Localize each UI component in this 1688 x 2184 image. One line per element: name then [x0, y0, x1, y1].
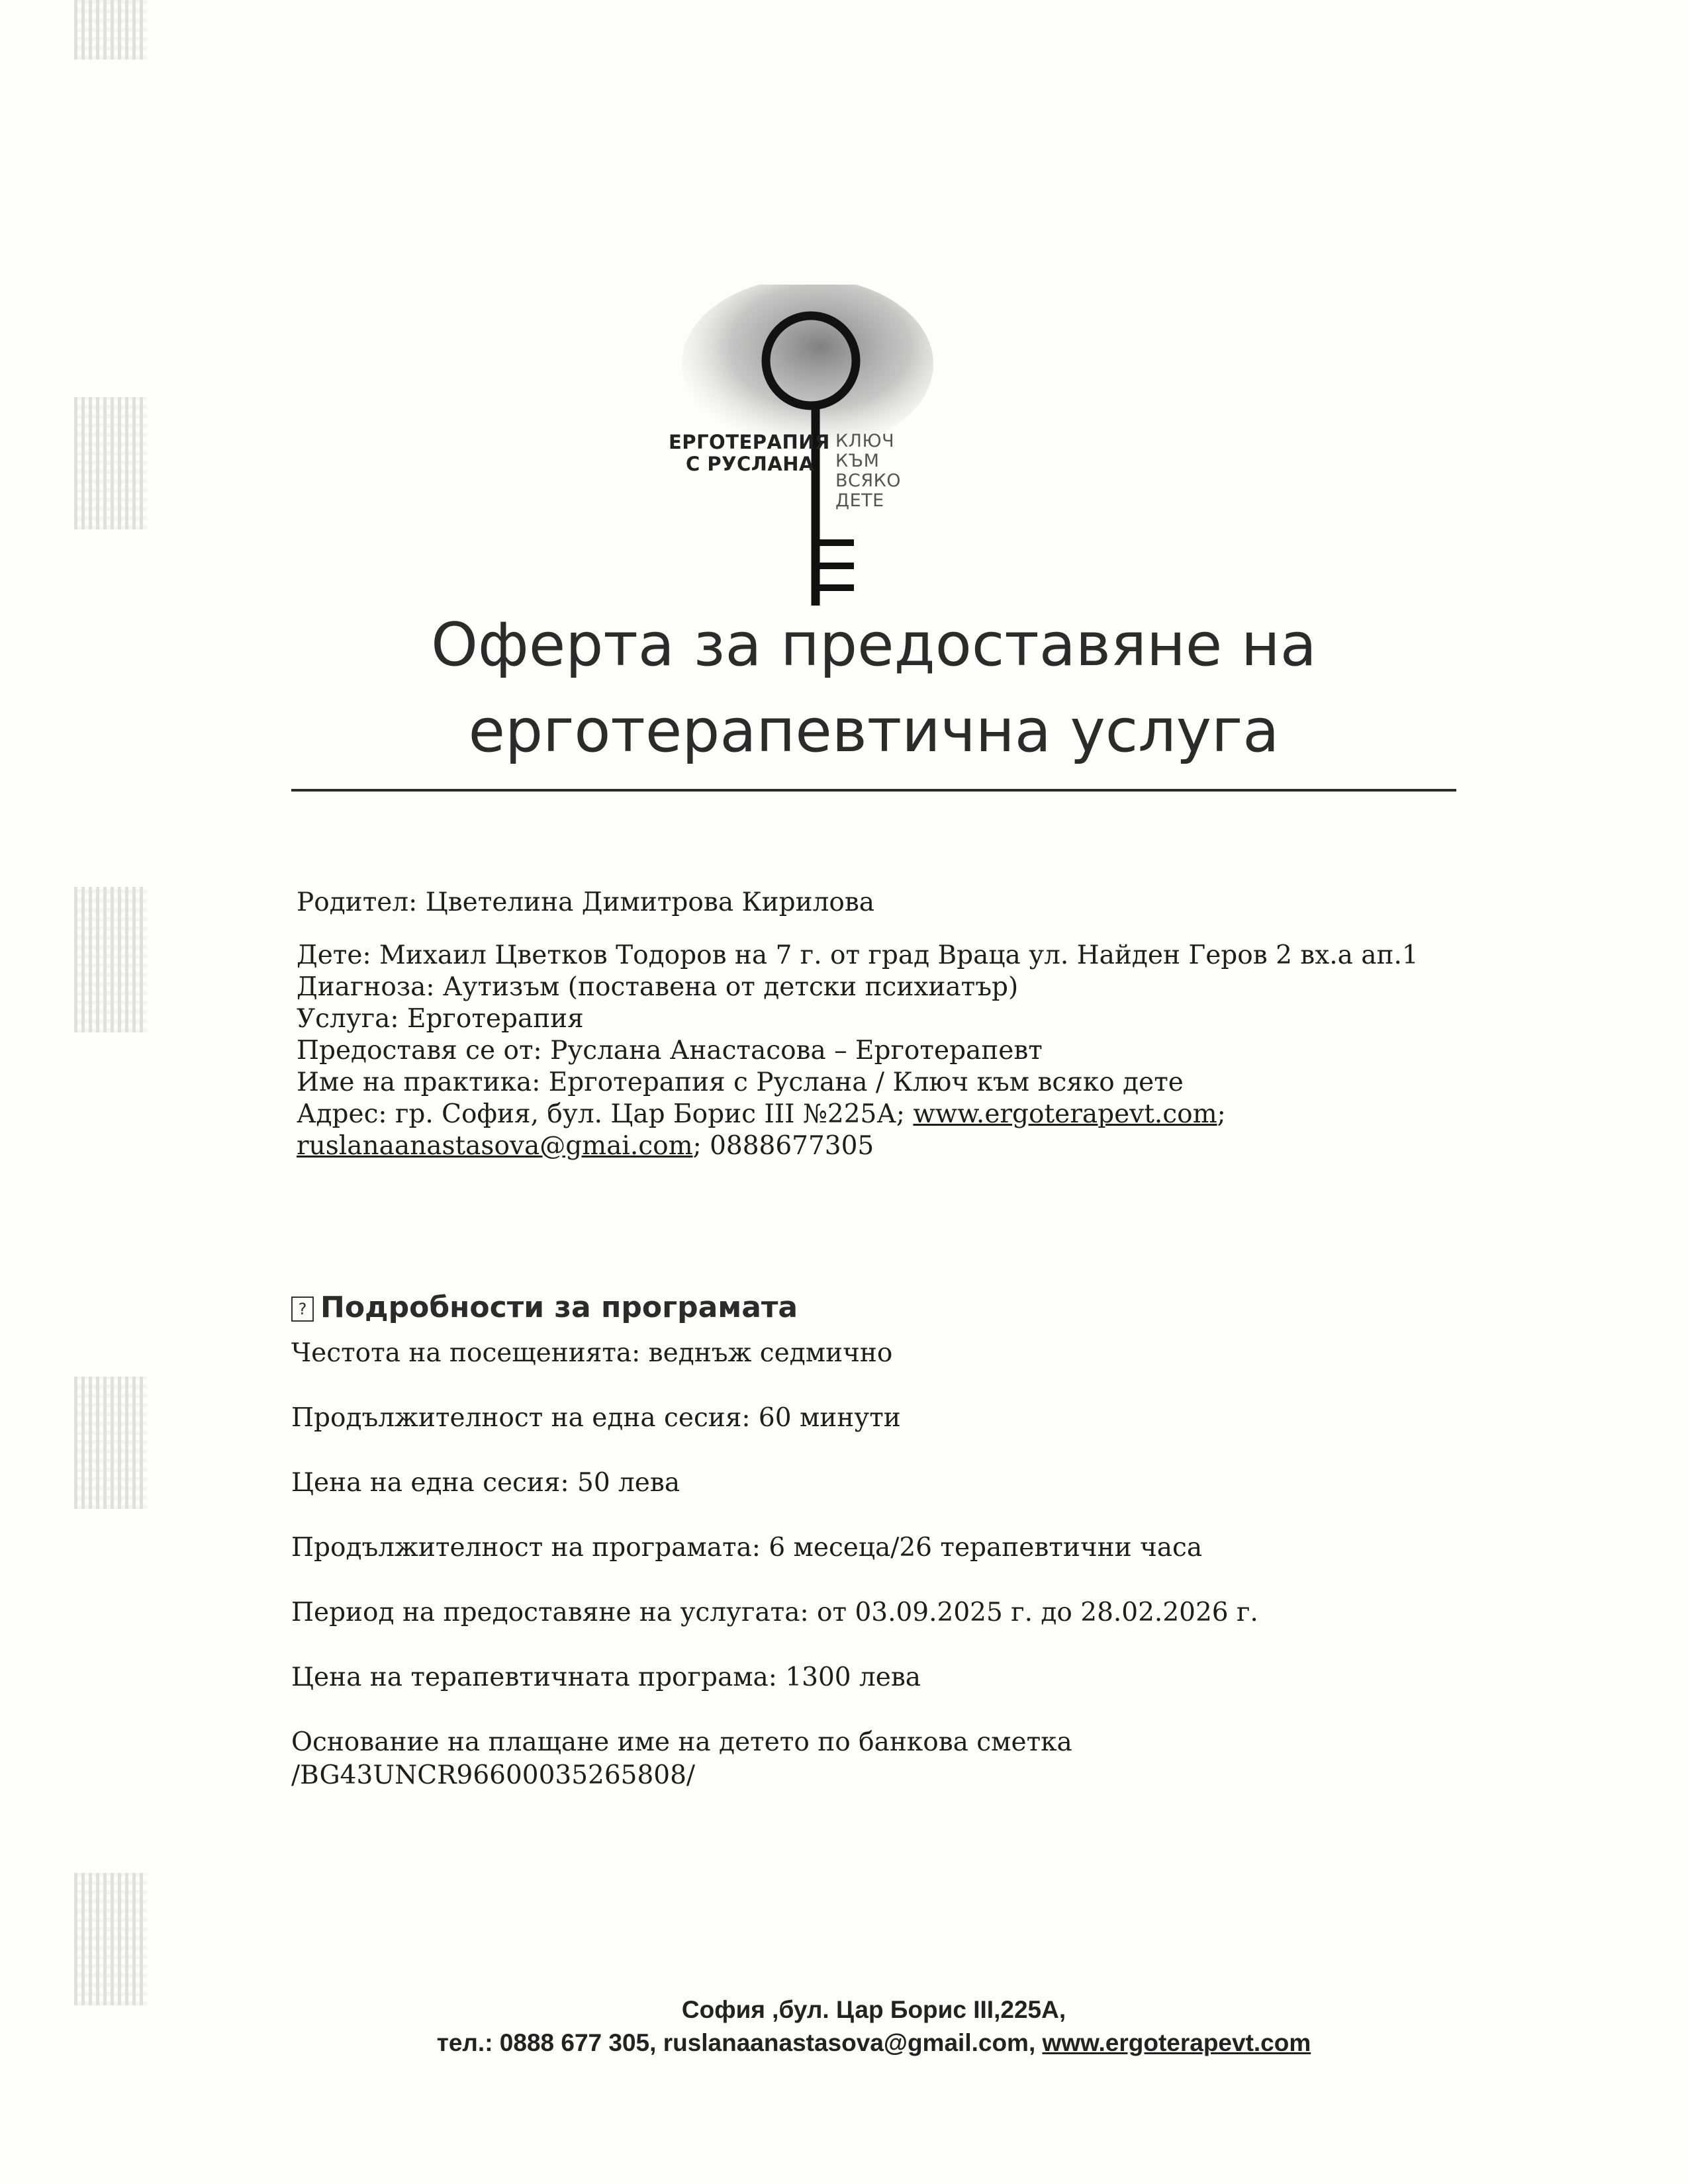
logo-text-line: КЪМ — [835, 451, 880, 471]
program-section-heading — [291, 1291, 798, 1324]
page-title — [291, 602, 1456, 774]
footer-website-link[interactable]: www.ergoterapevt.com — [1042, 2029, 1311, 2056]
logo-text-line: С РУСЛАНА — [685, 453, 814, 475]
contact-line — [297, 1130, 1455, 1162]
iban-line: /BG43UNCR96600035265808/ — [291, 1760, 696, 1790]
address-text: Адрес: гр. София, бул. Цар Борис III №225А; — [297, 1099, 914, 1129]
provider-line: Предоставя се от: Руслана Анастасова – Ерготерапевт — [297, 1036, 1043, 1066]
parent-line: Родител: Цветелина Димитрова Кирилова — [297, 887, 875, 917]
client-info-block — [297, 887, 1455, 1162]
scan-artifact — [74, 1377, 147, 1509]
logo-text-right — [835, 432, 901, 511]
diagnosis-line: Диагноза: Аутизъм (поставена от детски психиатър) — [297, 972, 1019, 1002]
logo-text-line: КЛЮЧ — [835, 431, 895, 451]
logo-text-line: ЕРГОТЕРАПИЯ — [669, 431, 830, 453]
logo-text-left — [669, 431, 830, 475]
logo — [662, 285, 940, 609]
logo-text-line: ДЕТЕ — [835, 490, 884, 511]
session-duration-line: Продължителност на една сесия: 60 минути — [291, 1403, 901, 1433]
footer-contact-line — [291, 2026, 1456, 2060]
footer-address: София ,бул. Цар Борис III,225А, — [681, 1996, 1066, 2023]
page-title-line: ерготерапевтична услуга — [468, 696, 1280, 766]
logo-text-line: ВСЯКО — [835, 471, 902, 491]
program-details — [291, 1337, 1456, 1824]
program-duration-line: Продължителност на програмата: 6 месеца/26 терапевтични часа — [291, 1533, 1203, 1563]
scan-artifact — [74, 887, 147, 1032]
footer-contact: тел.: 0888 677 305, ruslanaanastasova@gmail.com, — [436, 2029, 1043, 2056]
service-line: Услуга: Ерготерапия — [297, 1004, 584, 1034]
program-heading-text: Подробности за програмата — [320, 1291, 798, 1324]
scan-artifact — [74, 397, 147, 529]
frequency-line: Честота на посещенията: веднъж седмично — [291, 1338, 893, 1368]
period-line: Период на предоставяне на услугата: от 03.09.2025 г. до 28.02.2026 г. — [291, 1598, 1258, 1627]
title-divider — [291, 789, 1456, 792]
program-price-line: Цена на терапевтичната програма: 1300 лева — [291, 1662, 921, 1692]
session-price-line: Цена на една сесия: 50 лева — [291, 1468, 680, 1498]
separator: ; — [1217, 1099, 1226, 1129]
unknown-glyph-icon: ? — [291, 1297, 314, 1322]
child-line: Дете: Михаил Цветков Тодоров на 7 г. от град Враца ул. Найден Геров 2 вх.а ап.1 — [297, 940, 1419, 970]
address-line — [297, 1099, 1455, 1130]
scan-artifact — [74, 0, 147, 60]
website-link[interactable]: www.ergoterapevt.com — [913, 1099, 1217, 1129]
payment-basis-line: Основание на плащане име на детето по банкова сметка — [291, 1727, 1072, 1757]
page-title-line: Оферта за предоставяне на — [431, 610, 1317, 680]
email-link[interactable]: ruslanaanastasova@gmai.com — [297, 1131, 693, 1161]
footer — [291, 1993, 1456, 2060]
practice-line: Име на практика: Ерготерапия с Руслана / Ключ към всяко дете — [297, 1068, 1184, 1097]
phone-text: ; 0888677305 — [692, 1131, 874, 1161]
scan-artifact — [74, 1873, 147, 2005]
